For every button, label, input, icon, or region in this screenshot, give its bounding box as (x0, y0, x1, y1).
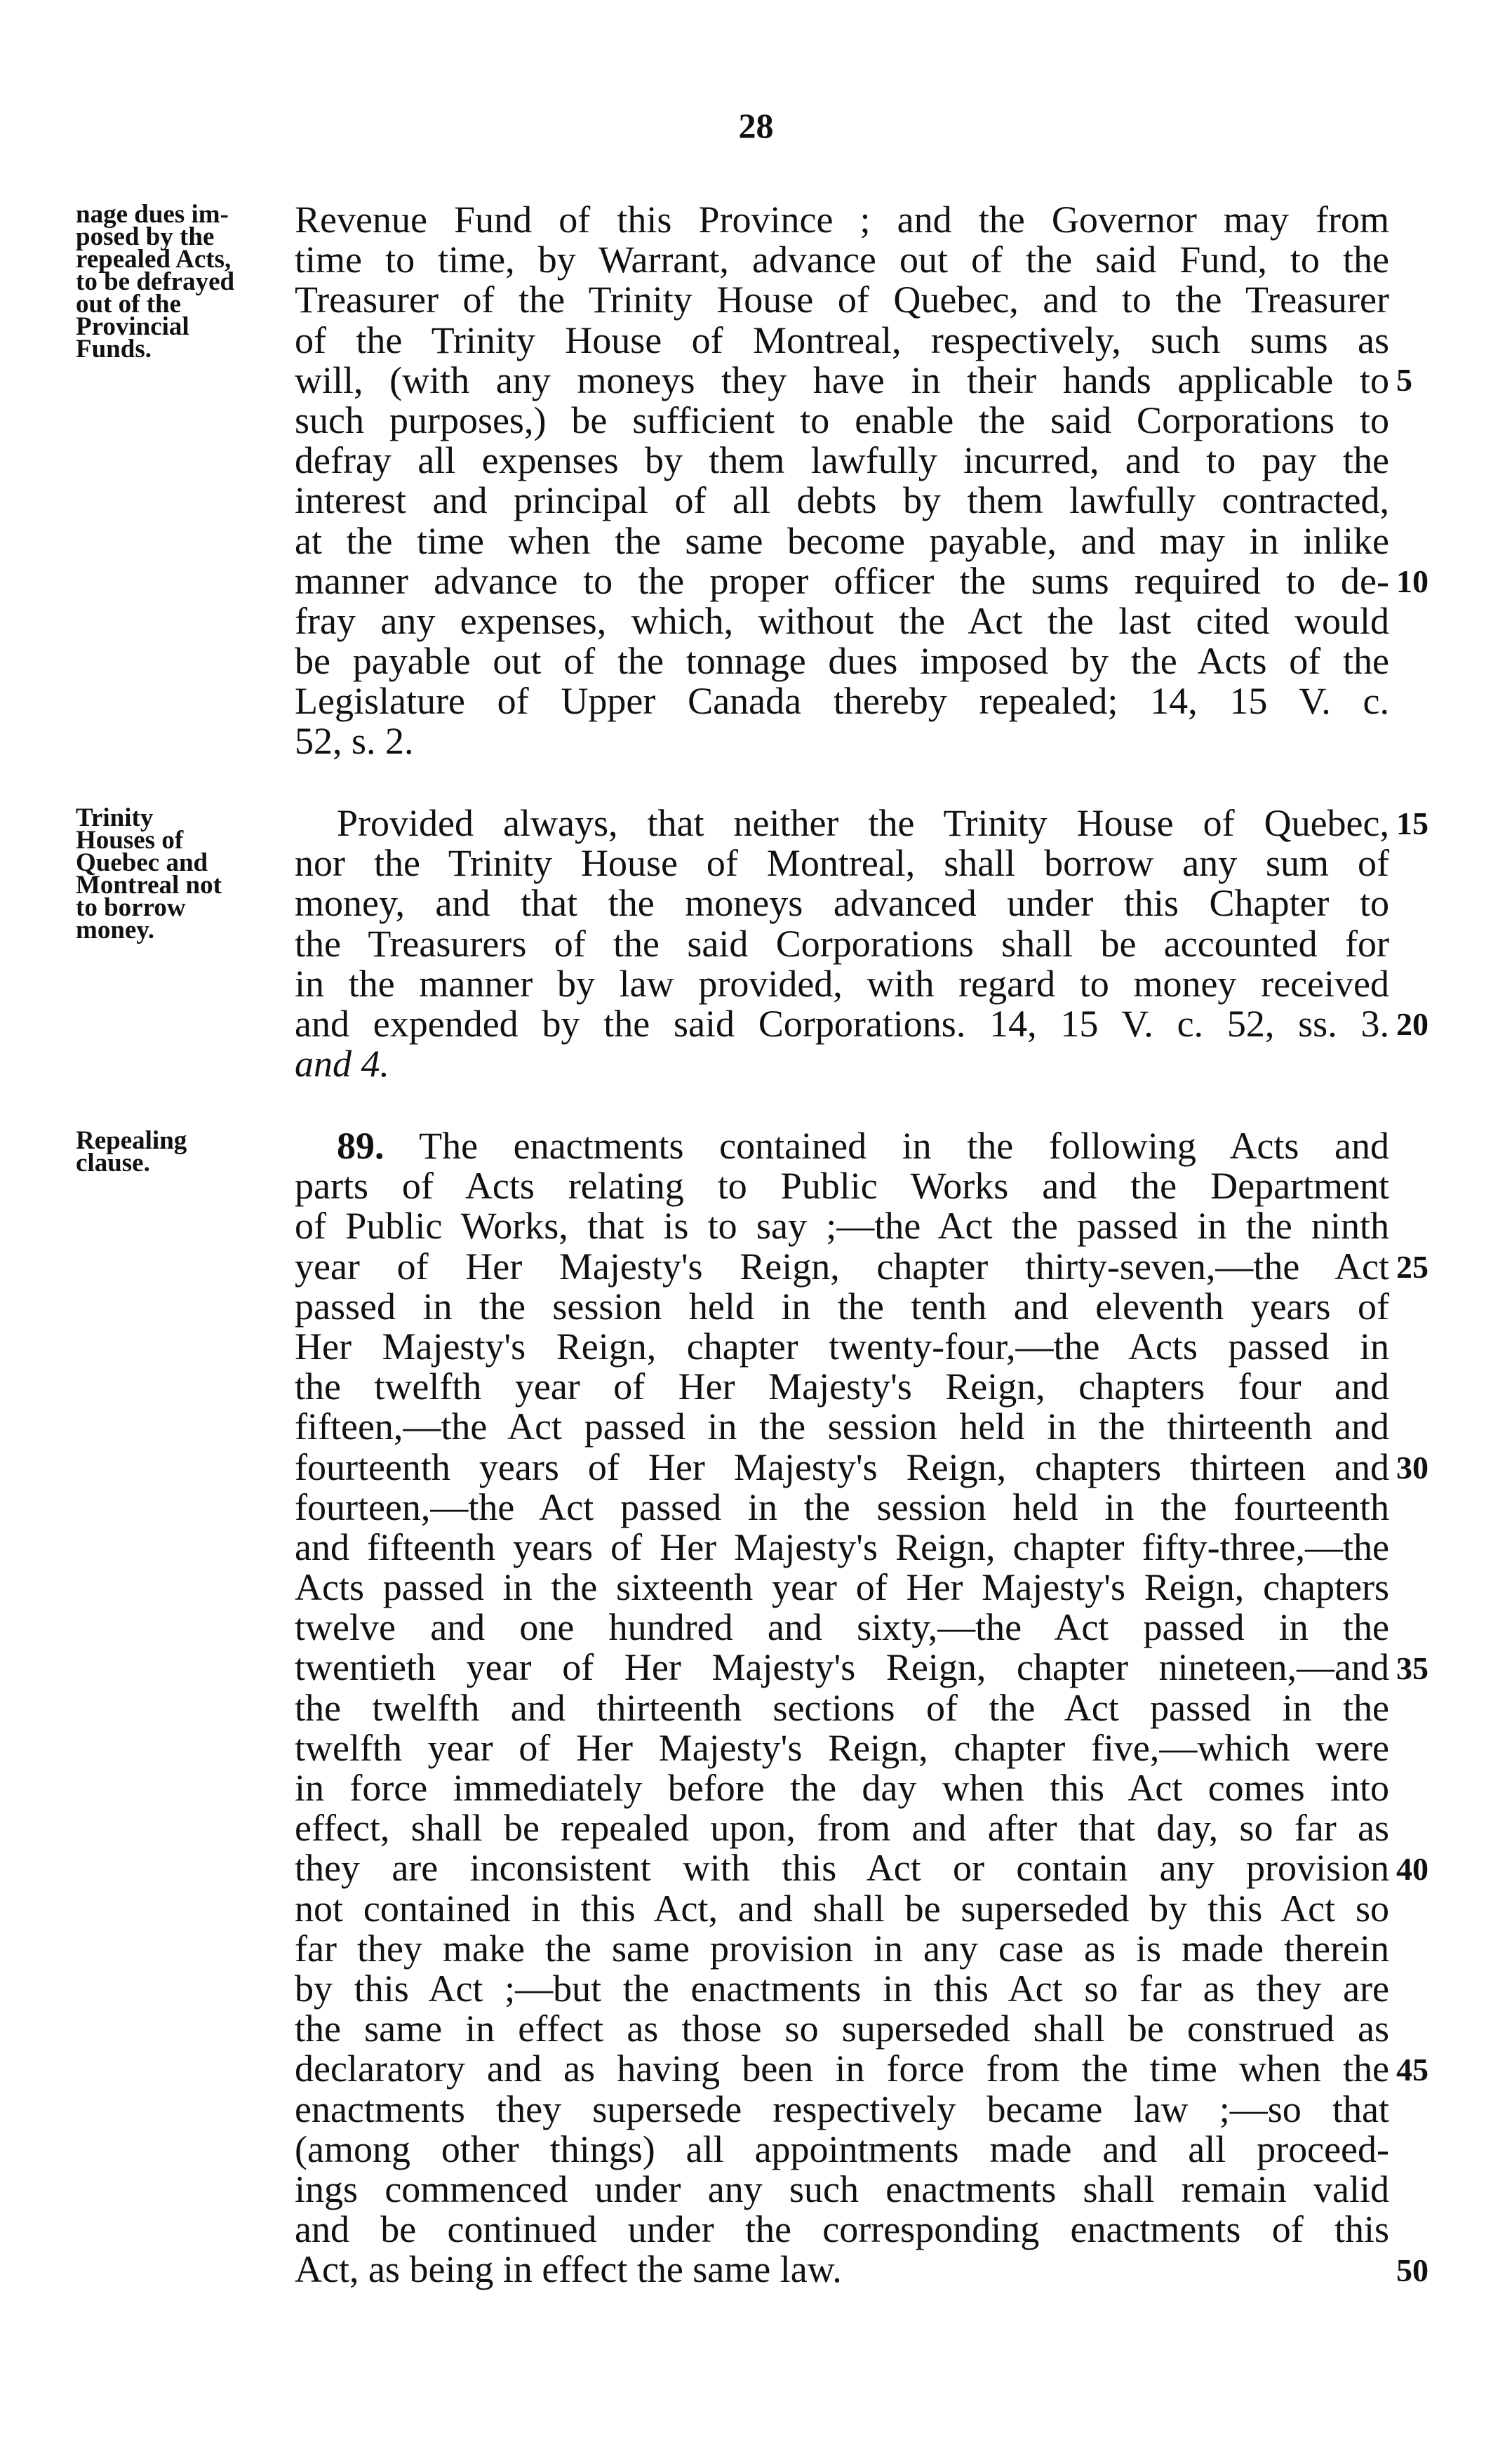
text-line: far they make the same provision in any case as is made therein (295, 1927, 1389, 1970)
text-line: by this Act ;—but the enactments in this Act so far as they are (295, 1967, 1389, 2010)
text-line: twentieth year of Her Majesty's Reign, chapter nineteen,—and (295, 1646, 1389, 1689)
section-number: 89. (337, 1125, 384, 1167)
text-line: they are inconsistent with this Act or contain any provision (295, 1847, 1389, 1890)
text-line: of Public Works, that is to say ;—the Act the passed in the ninth (295, 1205, 1389, 1248)
text-line: the Treasurers of the said Corporations shall be accounted for (295, 922, 1389, 965)
text-line: be payable out of the tonnage dues imposed by the Acts of the (295, 640, 1389, 683)
paragraph-proviso-borrowing (295, 803, 1389, 1084)
text-line: time to time, by Warrant, advance out of the said Fund, to the (295, 239, 1389, 281)
text-line: Her Majesty's Reign, chapter twenty-four,—the Acts passed in (295, 1325, 1389, 1368)
margin-note-line: Montreal not (76, 871, 222, 900)
text-line: not contained in this Act, and shall be superseded by this Act so (295, 1887, 1389, 1930)
page-number: 28 (738, 106, 774, 145)
text-line: interest and principal of all debts by them lawfully contracted, (295, 479, 1389, 522)
line-number: 40 (1396, 1851, 1429, 1887)
text-line: and expended by the said Corporations. 14, 15 V. c. 52, ss. 3. (295, 1002, 1389, 1045)
margin-note-line: Trinity (76, 803, 154, 832)
margin-note-repealing (76, 1126, 299, 1177)
text-line: Treasurer of the Trinity House of Quebec, and to the Treasurer (295, 279, 1389, 321)
text-line: fifteen,—the Act passed in the session held in the thirteenth and (295, 1405, 1389, 1448)
text-line: defray all expenses by them lawfully incurred, and to pay the (295, 439, 1389, 482)
paragraph-revenue-fund (295, 200, 1389, 762)
margin-note-line: Repealing (76, 1126, 187, 1155)
line-number: 20 (1396, 1006, 1429, 1042)
text-line-content: The enactments contained in the following Acts and (419, 1125, 1389, 1167)
text-line: and fifteenth years of Her Majesty's Reign, chapter fifty-three,—the (295, 1525, 1389, 1568)
text-line: Act, as being in effect the same law. (295, 2248, 842, 2291)
section-89-repealing-clause (295, 1126, 1389, 2290)
text-line: in the manner by law provided, with regard to money received (295, 962, 1389, 1005)
line-number: 15 (1396, 806, 1429, 841)
margin-note-line: money. (76, 916, 155, 944)
margin-note-line: Funds. (76, 335, 152, 363)
text-line: and 4. (295, 1043, 389, 1086)
line-number: 50 (1396, 2252, 1429, 2288)
margin-note-line: out of the (76, 290, 182, 319)
text-line: of the Trinity House of Montreal, respectively, such sums as (295, 319, 1389, 361)
margin-note-funds (76, 200, 299, 363)
text-line: in force immediately before the day when this Act comes into (295, 1767, 1389, 1809)
text-line: Acts passed in the sixteenth year of Her Majesty's Reign, chapters (295, 1566, 1389, 1609)
text-line: the same in effect as those so superseded shall be construed as (295, 2008, 1389, 2050)
text-line: Revenue Fund of this Province ; and the Governor may from (295, 199, 1389, 241)
text-line: nor the Trinity House of Montreal, shall borrow any sum of (295, 842, 1389, 885)
text-line: the twelfth and thirteenth sections of the Act passed in the (295, 1686, 1389, 1729)
text-line: twelve and one hundred and sixty,—the Act passed in the (295, 1606, 1389, 1649)
text-line: and be continued under the corresponding enactments of this (295, 2208, 1389, 2251)
margin-note-line: clause. (76, 1149, 150, 1177)
margin-note-line: repealed Acts, (76, 245, 232, 274)
line-number: 25 (1396, 1249, 1429, 1285)
margin-note-line: to borrow (76, 893, 186, 922)
margin-note-line: Provincial (76, 312, 189, 341)
text-line: the twelfth year of Her Majesty's Reign, chapters four and (295, 1365, 1389, 1408)
text-line: passed in the session held in the tenth and eleventh years of (295, 1285, 1389, 1328)
text-line: fray any expenses, which, without the Act the last cited would (295, 599, 1389, 642)
text-line: fourteen,—the Act passed in the session held in the fourteenth (295, 1485, 1389, 1528)
text-line: Legislature of Upper Canada thereby repealed; 14, 15 V. c. (295, 680, 1389, 723)
text-line: Provided always, that neither the Trinity House of Quebec, (337, 802, 1389, 844)
text-line: at the time when the same become payable, and may in inlike (295, 519, 1389, 562)
margin-note-trinity-houses (76, 803, 299, 944)
text-line: money, and that the moneys advanced under this Chapter to (295, 882, 1389, 925)
margin-note-line: to be defrayed (76, 267, 235, 296)
margin-note-line: Quebec and (76, 848, 208, 877)
text-line: enactments they supersede respectively became law ;—so that (295, 2088, 1389, 2130)
text-line: ings commenced under any such enactments shall remain valid (295, 2168, 1389, 2210)
text-line: effect, shall be repealed upon, from and after that day, so far as (295, 1807, 1389, 1850)
text-line: year of Her Majesty's Reign, chapter thirty-seven,—the Act (295, 1245, 1389, 1288)
text-line: such purposes,) be sufficient to enable the said Corporations to (295, 399, 1389, 441)
text-line: manner advance to the proper officer the sums required to de- (295, 559, 1389, 602)
text-line: (among other things) all appointments made and all proceed- (295, 2128, 1389, 2170)
text-line: declaratory and as having been in force from the time when the (295, 2048, 1389, 2090)
line-number: 35 (1396, 1650, 1429, 1686)
line-number: 30 (1396, 1450, 1429, 1485)
text-line: 52, s. 2. (295, 720, 414, 763)
text-line: twelfth year of Her Majesty's Reign, chapter five,—which were (295, 1726, 1389, 1769)
margin-note-line: posed by the (76, 222, 215, 251)
margin-note-line: nage dues im- (76, 200, 229, 229)
line-number: 45 (1396, 2052, 1429, 2088)
text-line: will, (with any moneys they have in their hands applicable to (295, 359, 1389, 401)
line-number: 10 (1396, 563, 1429, 599)
text-line (295, 1126, 1389, 1166)
text-line: fourteenth years of Her Majesty's Reign, chapters thirteen and (295, 1445, 1389, 1488)
text-line: parts of Acts relating to Public Works and the Department (295, 1165, 1389, 1208)
margin-note-line: Houses of (76, 826, 184, 855)
line-number: 5 (1396, 362, 1412, 398)
